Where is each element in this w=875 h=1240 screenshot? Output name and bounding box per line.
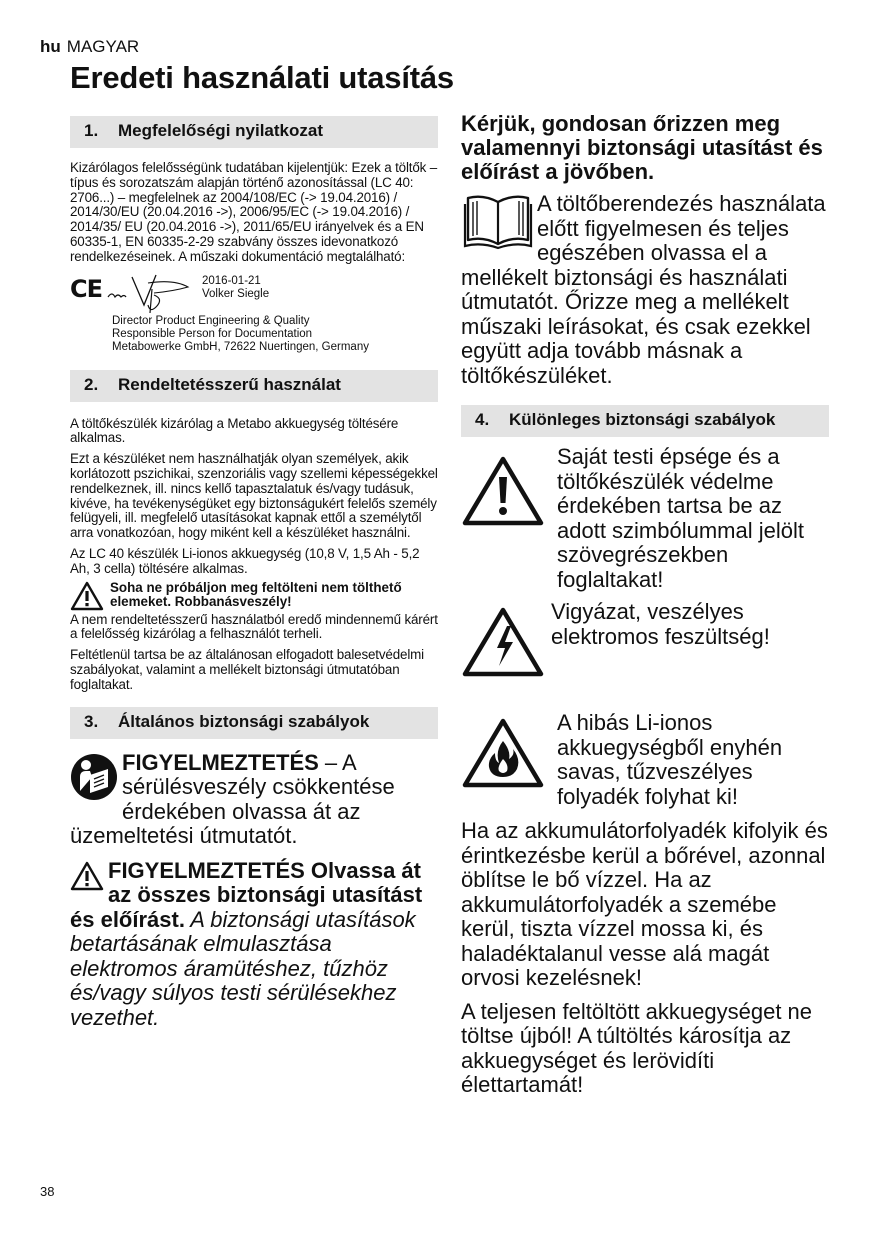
symbol-text: Saját testi épsége és a töltőkészülék védelme érdekében tartsa be az adott szimbólummal jelölt szövegrészekben foglaltakat!	[557, 444, 804, 592]
warning-text: Soha ne próbáljon meg feltölteni nem tölthető elemeket. Robbanásveszély!	[110, 579, 402, 610]
section-title: Rendeltetésszerű használat	[118, 374, 341, 394]
language-name: MAGYAR	[66, 37, 140, 56]
usage-paragraph: Az LC 40 készülék Li-ionos akkuegység (10,8 V, 1,5 Ah - 5,2 Ah, 3 cella) töltésére alkalmas.	[70, 545, 420, 576]
symbol-text: Vigyázat, veszélyes elektromos feszültség!	[551, 599, 770, 649]
language-label	[40, 37, 139, 57]
signature-block	[70, 271, 438, 361]
signer-name: Volker Siegle	[202, 288, 270, 301]
flammable-icon	[461, 717, 545, 789]
section-4-heading	[461, 405, 829, 437]
declaration-text: Kizárólagos felelősségünk tudatában kijelentjük: Ezek a töltők – típus és sorozatszám alapján történő azonosítással (LC 40: 2706...) – megfelelnek az 2004/108/EC (-> 19.04.2016) / 2014/30/EU (20.04.2016 ->), 2006/95/EC (-> 19.04.2016) / 2014/35/ EU (20.04.2016 ->), 2011/65/EU irányelvek és a EN 60335-1, EN 60335-2-29 szabvány összes idevonatkozó rendelkezéseinek. A műszaki dokumentáció megtalálható:	[70, 160, 438, 264]
company-line: Metabowerke GmbH, 72622 Nuertingen, Germany	[112, 340, 369, 353]
right-column	[461, 112, 829, 1098]
high-voltage-icon	[461, 606, 545, 678]
usage-paragraph: Ezt a készüléket nem használhatják olyan személyek, akik korlátozott pszichikai, szenzoriális vagy szellemi képességekkel rendelkeznek, ill. nincs kellő tapasztalatuk és/vagy tudásuk, kivéve, ha tevékenységüket egy biztonságukért felelős személy felügyeli, ill. megfelelő utasításokat kapnak ettől a személytől arra vonatkozóan, hogy miként kell a készüléket használni.	[70, 451, 438, 541]
explosion-warning	[70, 581, 438, 611]
left-column	[70, 116, 438, 1030]
warning-triangle-icon	[70, 581, 104, 611]
section-number: 1.	[84, 121, 99, 140]
read-before-use-text: A töltőberendezés használata előtt figyelmesen és teljes egészében olvassa el a mellékelt biztonsági és használati útmutatót. Őrizze meg a mellékelt műszaki leírásokat, és csak ezekkel együtt adja tovább másnak a töltőkészüléket.	[461, 191, 826, 388]
warning-caps: FIGYELMEZTETÉS Olvassa át az összes biztonsági utasítást és előírást.	[70, 857, 423, 932]
warning-body: – A sérülésveszély csökkentése érdekében olvassa át az üzemeltetési útmutatót.	[70, 749, 395, 849]
signature-date: 2016-01-21	[202, 274, 261, 287]
usage-paragraph: A töltőkészülék kizárólag a Metabo akkuegység töltésére alkalmas.	[70, 415, 399, 446]
signature-icon	[104, 271, 200, 315]
symbol-fire-row	[461, 711, 829, 809]
signer-role	[112, 315, 369, 354]
symbol-text: A hibás Li-ionos akkuegységből enyhén savas, tűzveszélyes folyadék folyhat ki!	[557, 710, 783, 809]
overcharge-warning: A teljesen feltöltött akkuegységet ne töltse újból! A túltöltés károsítja az akkuegységet és lerövidíti élettartamát!	[461, 998, 813, 1097]
open-book-icon	[463, 192, 533, 250]
language-code: hu	[40, 37, 61, 56]
ce-mark: CE	[70, 274, 103, 303]
symbol-voltage-row	[461, 600, 829, 683]
section-3-heading	[70, 707, 438, 739]
warning-triangle-icon	[70, 861, 104, 891]
section-1-heading	[70, 116, 438, 148]
role-line: Director Product Engineering & Quality	[112, 314, 310, 327]
usage-paragraph: Feltétlenül tartsa be az általánosan elfogadott balesetvédelmi szabályokat, valamint a mellékelt biztonsági útmutatóban foglaltakat.	[70, 647, 424, 692]
section-number: 4.	[475, 410, 490, 429]
warning-body: A biztonsági utasítások betartásának elmulasztása elektromos áramütéshez, tűzhöz és/vagy súlyos testi sérülésekhez vezethet.	[70, 906, 416, 1030]
usage-paragraph: A nem rendeltetésszerű használatból eredő mindennemű kárért a felelősség kizárólag a felhasználót terheli.	[70, 611, 438, 642]
section-2-heading	[70, 370, 438, 402]
page-title: Eredeti használati utasítás	[70, 60, 454, 95]
symbol-caution-row	[461, 445, 829, 592]
page-number: 38	[40, 1184, 55, 1199]
signature-meta	[202, 275, 269, 302]
section-title: Megfelelőségi nyilatkozat	[118, 121, 323, 140]
read-manual-icon	[70, 753, 118, 801]
read-before-use	[461, 192, 829, 388]
manual-warning	[70, 751, 438, 849]
caution-triangle-icon	[461, 455, 545, 527]
safety-warning	[70, 859, 438, 1031]
section-title: Általános biztonsági szabályok	[118, 711, 370, 731]
keep-instructions: Kérjük, gondosan őrizzen meg valamennyi biztonsági utasítást és előírást a jövőben.	[461, 111, 823, 184]
section-number: 2.	[84, 374, 99, 394]
section-title: Különleges biztonsági szabályok	[509, 410, 776, 429]
warning-caps: FIGYELMEZTETÉS	[122, 749, 319, 775]
section-number: 3.	[84, 711, 99, 731]
acid-instructions: Ha az akkumulátorfolyadék kifolyik és érintkezésbe kerül a bőrével, azonnal öblítse le bő vízzel. Ha az akkumulátorfolyadék a szemébe kerül, tiszta vízzel mossa ki, és haladéktalanul vesse alá magát orvosi kezelésnek!	[461, 818, 828, 990]
role-line: Responsible Person for Documentation	[112, 327, 313, 340]
